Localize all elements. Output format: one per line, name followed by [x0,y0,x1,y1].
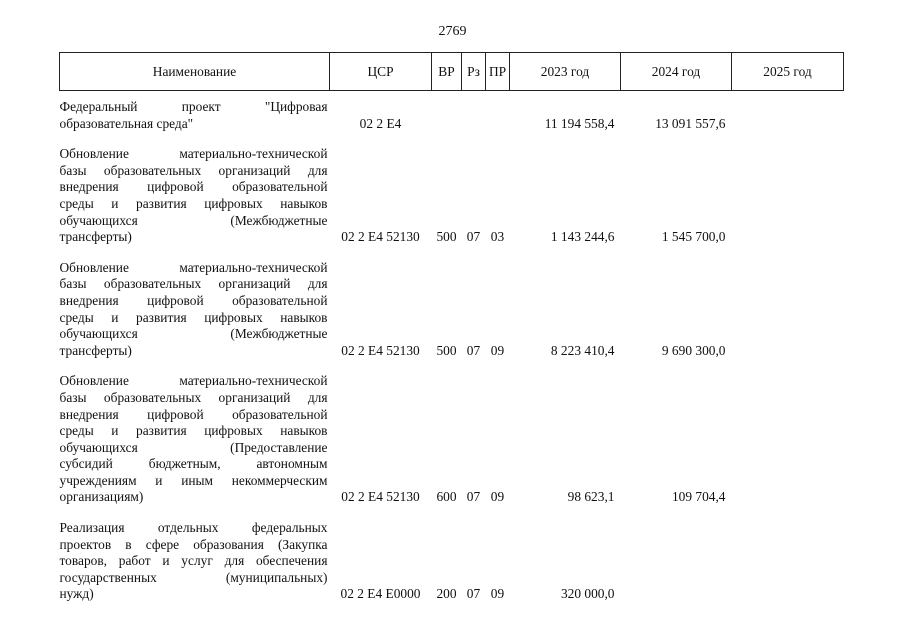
row-name-line: государственных (муниципальных) [59,569,328,585]
row-name-line: образовательная среда" [59,115,194,131]
header-vr: ВР [432,53,462,91]
row-gap [60,132,844,146]
budget-table [59,52,844,603]
row-name-line: организациям) [59,489,144,505]
header-name: Наименование [60,53,330,91]
row-amount-2025 [732,520,844,603]
table-row [60,520,844,603]
row-name-line: обучающихся (Предоставление [59,439,328,455]
row-name-line: обучающихся (Межбюджетные [59,212,328,228]
row-name-line: обучающихся (Межбюджетные [59,326,328,342]
row-name-line: среды и развития цифровых навыков [59,195,328,211]
row-name [60,260,330,360]
row-amount-2025 [732,99,844,132]
row-amount-2024 [621,520,732,603]
row-amount-2024: 9 690 300,0 [661,342,726,358]
header-2025: 2025 год [732,53,844,91]
table-row [60,146,844,246]
row-name-line: субсидий бюджетным, автономным [59,456,328,472]
row-gap [60,359,844,373]
row-name-line: трансферты) [59,229,132,245]
row-pr: 03 [490,229,505,245]
row-gap [60,506,844,520]
row-name-line: базы образовательных организаций для [59,162,328,178]
row-rz: 07 [466,586,481,602]
row-gap-cell [60,132,844,146]
row-amount-2025 [732,373,844,506]
row-name [60,520,330,603]
row-gap-cell [60,359,844,373]
table-row [60,373,844,506]
table-header [60,53,844,91]
row-csr: 02 2 E4 E0000 [340,586,421,602]
row-name-line: товаров, работ и услуг для обеспечения [59,553,328,569]
row-amount-2025 [732,260,844,360]
row-name-line: Обновление материально-технической [59,259,328,275]
row-name-line: среды и развития цифровых навыков [59,423,328,439]
row-csr: 02 2 E4 52130 [341,489,420,505]
row-amount-2023: 8 223 410,4 [550,342,615,358]
row-vr: 600 [436,489,457,505]
row-vr: 500 [436,229,457,245]
row-rz: 07 [466,489,481,505]
header-rz: Рз [462,53,486,91]
row-gap-cell [60,246,844,260]
header-row [60,53,844,91]
row-name-line: трансферты) [59,342,132,358]
row-name-line: Обновление материально-технической [59,373,328,389]
header-2023: 2023 год [510,53,621,91]
row-name-line: базы образовательных организаций для [59,276,328,292]
row-amount-2024: 13 091 557,6 [655,115,726,131]
row-name-line: внедрения цифровой образовательной [59,406,328,422]
row-name-line: учреждениям и иным некоммерческим [59,472,328,488]
row-name [60,373,330,506]
row-rz: 07 [466,229,481,245]
row-vr [432,99,462,132]
row-amount-2023: 1 143 244,6 [550,229,615,245]
table-spacer [60,91,844,100]
row-vr: 200 [436,586,457,602]
row-name-line: Обновление материально-технической [59,146,328,162]
row-amount-2025 [732,146,844,246]
row-amount-2024: 1 545 700,0 [661,229,726,245]
row-name-line: внедрения цифровой образовательной [59,179,328,195]
header-pr: ПР [486,53,510,91]
row-name-line: внедрения цифровой образовательной [59,292,328,308]
row-pr [486,99,510,132]
budget-table-sheet [59,52,843,603]
table-row [60,260,844,360]
row-csr: 02 2 E4 52130 [341,342,420,358]
row-amount-2023: 320 000,0 [560,586,615,602]
row-name-line: нужд) [59,586,94,602]
row-name-line: среды и развития цифровых навыков [59,309,328,325]
row-amount-2024: 109 704,4 [671,489,726,505]
row-name-line: базы образовательных организаций для [59,389,328,405]
row-csr: 02 2 E4 [359,115,402,131]
row-amount-2023: 11 194 558,4 [544,115,615,131]
row-name-line: Федеральный проект "Цифровая [59,99,328,114]
table-body [60,91,844,604]
row-rz [462,99,486,132]
page-number: 2769 [438,24,467,39]
row-amount-2023: 98 623,1 [567,489,615,505]
row-name-line: Реализация отдельных федеральных [59,520,328,536]
spacer-cell [60,91,844,100]
row-pr: 09 [490,586,505,602]
row-csr: 02 2 E4 52130 [341,229,420,245]
row-name-line: проектов в сфере образования (Закупка [59,536,328,552]
header-csr: ЦСР [330,53,432,91]
row-vr: 500 [436,342,457,358]
row-gap [60,246,844,260]
row-pr: 09 [490,342,505,358]
table-row [60,99,844,132]
row-name [60,99,330,132]
header-2024: 2024 год [621,53,732,91]
row-gap-cell [60,506,844,520]
row-name [60,146,330,246]
row-rz: 07 [466,342,481,358]
row-pr: 09 [490,489,505,505]
